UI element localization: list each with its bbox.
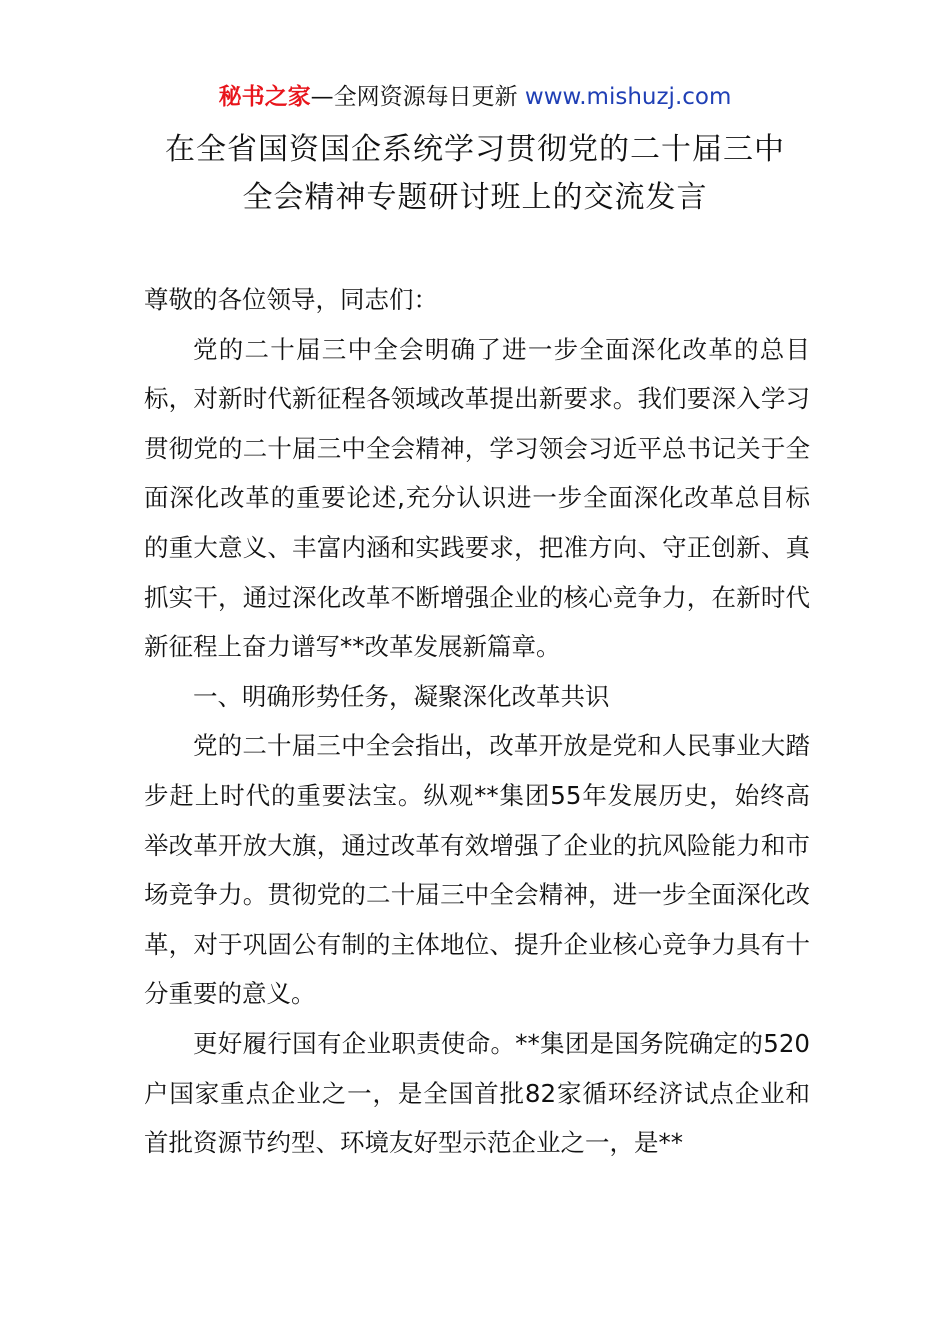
title-line-1: 在全省国资国企系统学习贯彻党的二十届三中 [165,132,785,167]
document-body [144,275,810,1168]
salutation: 尊敬的各位领导，同志们： [144,285,438,314]
paragraph-intro: 党的二十届三中全会明确了进一步全面深化改革的总目标，对新时代新征程各领域改革提出新要求。我们要深入学习贯彻党的二十届三中全会精神，学习领会习近平总书记关于全面深化改革的重要论述,充分认识进一步全面深化改革总目标的重大意义、丰富内涵和实践要求，把准方向、守正创新、真抓实干，通过深化改革不断增强企业的核心竞争力，在新时代新征程上奋力谱写**改革发展新篇章。 [144,334,810,662]
section-heading-1: 一、明确形势任务，凝聚深化改革共识 [193,681,610,711]
paragraph-section-1: 党的二十届三中全会指出，改革开放是党和人民事业大踏步赶上时代的重要法宝。纵观**集团55年发展历史，始终高举改革开放大旗，通过改革有效增强了企业的抗风险能力和市场竞争力。贯彻党的二十届三中全会精神，进一步全面深化改革，对于巩固公有制的主体地位、提升企业核心竞争力具有十分重要的意义。 [144,731,810,1009]
brand-name: 秘书之家 [218,84,311,110]
paragraph-section-1-sub: 更好履行国有企业职责使命。**集团是国务院确定的520户国家重点企业之一，是全国首批82家循环经济试点企业和首批资源节约型、环境友好型示范企业之一，是** [144,1028,810,1158]
site-url-link[interactable]: www.mishuzj.com [524,84,732,110]
title-line-2: 全会精神专题研讨班上的交流发言 [242,180,708,215]
header-tagline: —全网资源每日更新 [310,84,525,110]
document-title [0,126,950,222]
site-header [0,80,950,114]
